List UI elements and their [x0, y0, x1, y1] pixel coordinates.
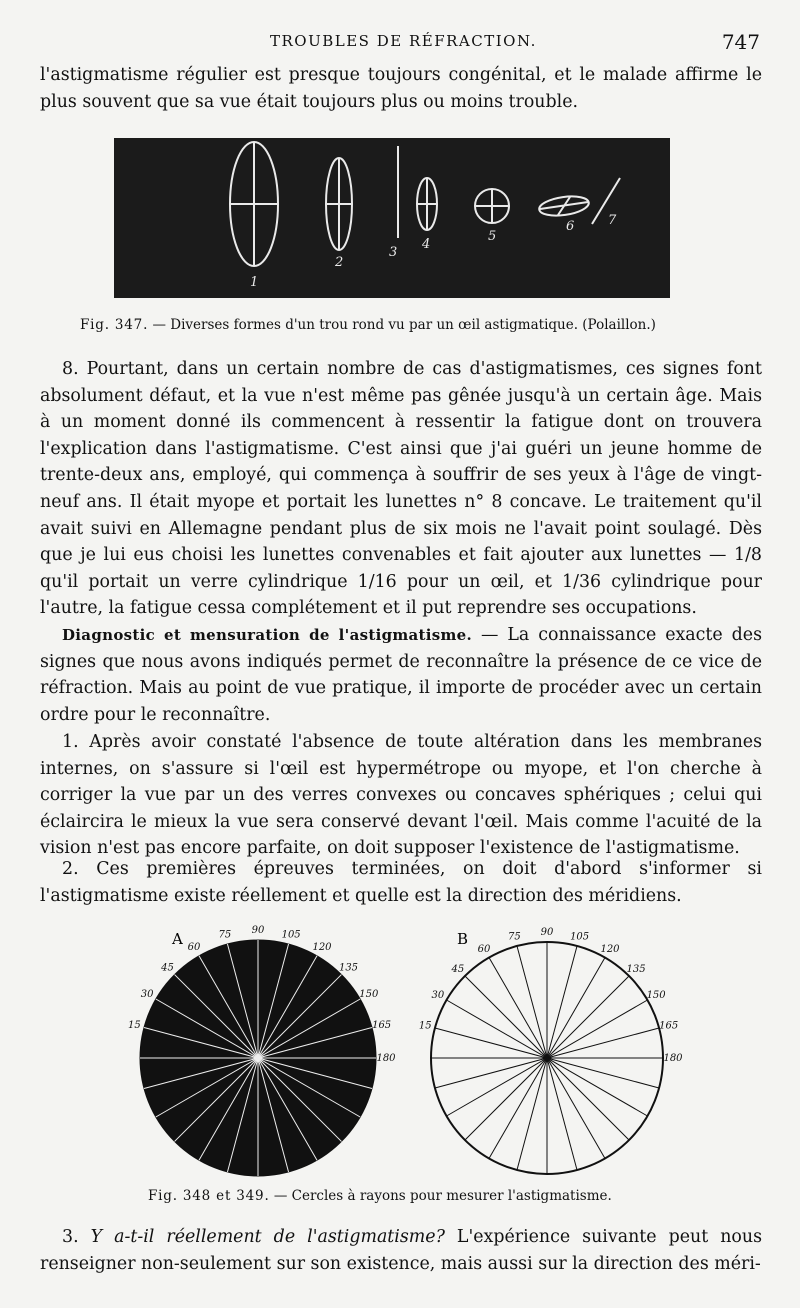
circle-b-degree-label: 105 [570, 931, 590, 943]
circle-b-degree-label: 150 [646, 990, 666, 1001]
fig347-label-1: 1 [250, 275, 259, 290]
paragraph-3-number: 3. [62, 1227, 91, 1247]
fig347-label-7: 7 [608, 213, 617, 228]
circle-a-degree-label: 90 [251, 925, 265, 936]
fig347-label-6: 6 [566, 219, 575, 234]
circle-a-degree-label: 60 [187, 942, 201, 954]
figure-347-caption [80, 317, 656, 333]
paragraph-3-text: L'expérience suivante peut nous renseigner non-seulement sur son existence, mais aussi sur la direction des méri- [40, 1227, 762, 1274]
fig347-label-2: 2 [335, 255, 344, 270]
circle-a-degree-label: 165 [372, 1019, 392, 1031]
circle-b-degree-label: 60 [477, 943, 491, 955]
diagnostic-text: — La connaissance exacte des signes que nous avons indiqués permet de reconnaître la présence de ce vice de réfraction. Mais au point de vue pratique, il importe de procéder avec un certain ordre pour le reconnaître. [40, 625, 762, 725]
circle-b-degree-label: 120 [600, 943, 620, 955]
circle-b-degree-label: 165 [659, 1020, 679, 1032]
circle-b-degree-label: 15 [418, 1020, 432, 1032]
diagnostic-paragraph [40, 622, 762, 728]
running-title: TROUBLES DE RÉFRACTION. [270, 32, 537, 50]
figure-347-drawing [114, 138, 670, 298]
page-number: 747 [721, 30, 760, 54]
fig347-label-3: 3 [389, 245, 398, 260]
circle-a-degree-label: 150 [359, 989, 379, 1000]
figure-348-349-caption-text: — Cercles à rayons pour mesurer l'astigmatisme. [273, 1188, 612, 1204]
figure-348-349 [120, 920, 683, 1182]
circle-b-degree-label: 180 [663, 1053, 683, 1064]
paragraph-3-question: Y a-t-il réellement de l'astigmatisme? [90, 1227, 445, 1247]
circle-a-degree-label: 15 [127, 1019, 141, 1031]
circle-b-degree-label: 135 [626, 963, 646, 975]
figure-348-349-number: Fig. 348 et 349. [148, 1188, 270, 1204]
figure-347 [114, 138, 670, 298]
paragraph-3 [40, 1224, 762, 1277]
circle-a-degree-label: 75 [218, 929, 232, 941]
circle-a-degree-label: 180 [376, 1053, 396, 1064]
paragraph-2: 2. Ces premières épreuves terminées, on doit d'abord s'informer si l'astigmatisme existe réellement et quelle est la direction des méridiens. [40, 859, 762, 906]
fig347-label-4: 4 [422, 237, 431, 252]
circle-a-degree-label: 30 [140, 989, 154, 1000]
figure-347-caption-text: — Diverses formes d'un trou rond vu par un œil astigmatique. (Polaillon.) [152, 317, 656, 333]
figure-347-number: Fig. 347. [80, 317, 149, 333]
label-a: A [172, 930, 183, 948]
circle-b-degree-label: 75 [508, 931, 521, 943]
paragraph-8: 8. Pourtant, dans un certain nombre de cas d'astigmatismes, ces signes font absolument défaut, et la vue n'est même pas gênée jusqu'à un certain âge. Mais à un moment donné ils commencent à ressentir la fatigue dont on trouvera l'explication dans l'astigmatisme. C'est ainsi que j'ai guéri un jeune homme de trente-deux ans, employé, qui commença à souffrir de ses yeux à l'âge de vingt-neuf ans. Il était myope et portait les lunettes n° 8 concave. Le traitement qu'il avait suivi en Allemagne pendant plus de six mois ne l'avait point soulagé. Dès que je lui eus choisi les lunettes convenables et fait ajouter aux lunettes — 1/8 qu'il portait un verre cylindrique 1/16 pour un œil, et 1/36 cylindrique pour l'autre, la fatigue cessa complétement et il put reprendre ses occupations. [40, 359, 762, 619]
section-heading: Diagnostic et mensuration de l'astigmatisme. [62, 626, 473, 644]
circle-a-degree-label: 45 [161, 962, 174, 974]
circle-b-degree-label: 90 [540, 927, 554, 938]
intro-paragraph: l'astigmatisme régulier est presque toujours congénital, et le malade affirme le plus souvent que sa vue était toujours plus ou moins trouble. [40, 65, 762, 112]
circle-b-degree-label: 45 [451, 963, 465, 975]
circle-b-degree-label: 30 [431, 990, 445, 1001]
paragraph-1: 1. Après avoir constaté l'absence de toute altération dans les membranes internes, on s'assure si l'œil est hypermétrope ou myope, et l'on cherche à corriger la vue par un des verres convexes ou concaves sphériques ; celui qui éclaircira le mieux la vue sera conservé devant l'œil. Mais comme l'acuité de la vision n'est pas encore parfaite, on doit supposer l'existence de l'astigmatisme. [40, 732, 762, 859]
label-b: B [457, 930, 469, 948]
figure-348-349-drawing [120, 920, 683, 1182]
circle-a-degree-label: 105 [281, 929, 301, 941]
circle-a-degree-label: 120 [312, 942, 332, 954]
running-head [0, 30, 800, 56]
circle-a-degree-label: 135 [338, 962, 359, 974]
fig347-label-5: 5 [488, 229, 497, 244]
figure-348-349-caption [148, 1188, 612, 1204]
